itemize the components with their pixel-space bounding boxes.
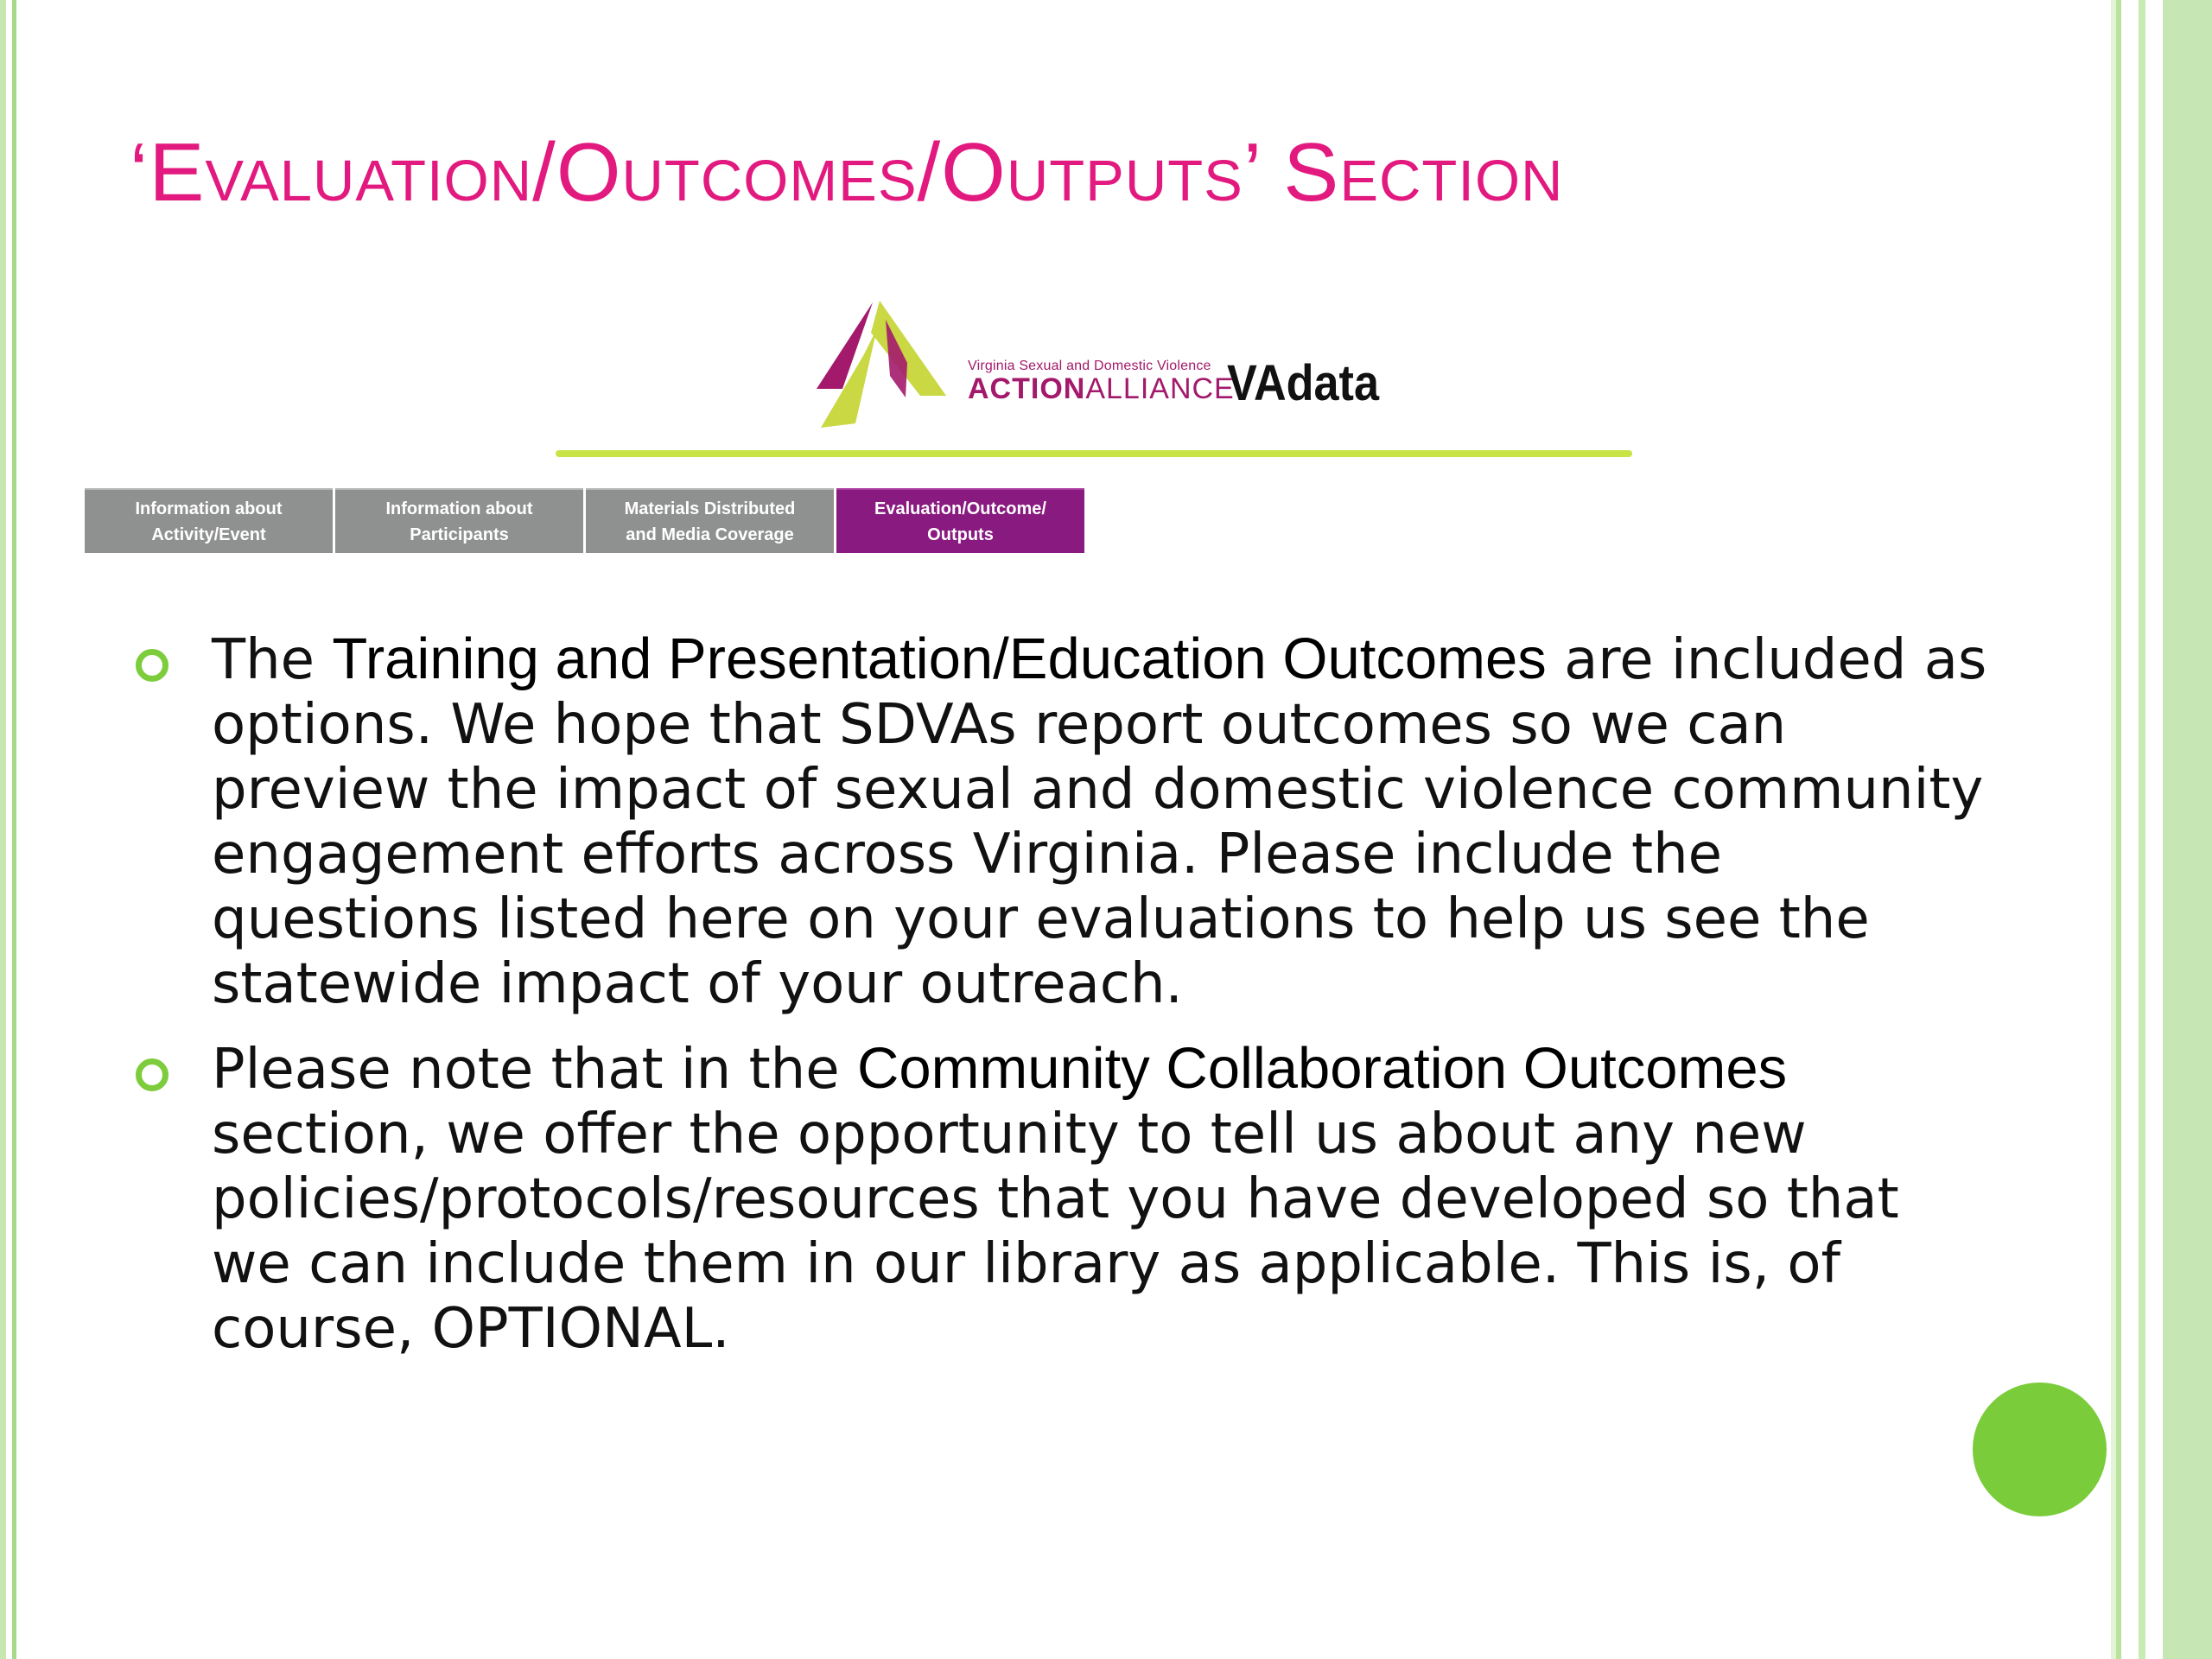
bullet-item	[134, 626, 1992, 1017]
section-tabs	[85, 488, 1084, 553]
tab-label-line: Participants	[410, 524, 509, 544]
bullet-list	[134, 626, 1992, 1362]
bullet-text-post: are included as options. We hope that SDVAs report outcomes so we can preview the impact of sexual and domestic violence community engagement efforts across Virginia. Please include the questions listed here on your evaluations to help us see the statewide impact of your outreach.	[212, 628, 1987, 1016]
tab-materials-media[interactable]	[586, 488, 834, 553]
vadata-product-name: VAdata	[1227, 355, 1379, 411]
logo-wordmark	[968, 359, 1235, 406]
tab-activity-event[interactable]	[85, 488, 333, 553]
logo-action-text: ACTION	[968, 372, 1086, 405]
slide-title: ‘Evaluation/Outcomes/Outputs’ Section	[130, 126, 1564, 219]
left-border-line	[0, 0, 6, 1659]
tab-evaluation-outcome-outputs[interactable]	[836, 488, 1084, 553]
logo-divider-rule	[556, 450, 1632, 457]
tab-label-line: Activity/Event	[151, 524, 266, 544]
bullet-text-post: section, we offer the opportunity to tell us about any new policies/protocols/resources that you have developed so that we can include them in our library as applicable. This is, of course, OPTIONAL.	[212, 1103, 1899, 1361]
left-border-line	[12, 0, 16, 1659]
tab-label-line: Evaluation/Outcome/	[874, 499, 1046, 518]
decorative-green-circle	[1973, 1382, 2107, 1516]
right-decorative-stripe	[2121, 0, 2139, 1659]
tab-label-line: Information about	[135, 499, 283, 518]
logo-org-name	[968, 372, 1235, 406]
tab-label-line: and Media Coverage	[626, 524, 794, 544]
tab-label-line: Information about	[385, 499, 533, 518]
bullet-item	[134, 1036, 1992, 1362]
logo-org-line: Virginia Sexual and Domestic Violence	[968, 359, 1211, 373]
logo-alliance-text: ALLIANCE	[1085, 372, 1235, 405]
bullet-term: Training and Presentation/Education Outcomes	[332, 626, 1547, 691]
bullet-text-pre: The	[212, 628, 333, 692]
bullet-term: Community Collaboration Outcomes	[856, 1036, 1788, 1101]
tab-label-line: Materials Distributed	[624, 499, 796, 518]
bullet-circle-icon	[136, 1058, 168, 1091]
right-decorative-stripe	[2145, 0, 2163, 1659]
right-decorative-stripe	[2139, 0, 2145, 1659]
bullet-circle-icon	[136, 649, 168, 682]
tab-label-line: Outputs	[927, 524, 994, 544]
right-decorative-stripe	[2163, 0, 2212, 1659]
bullet-text-pre: Please note that in the	[212, 1038, 857, 1102]
tab-participants[interactable]	[335, 488, 583, 553]
